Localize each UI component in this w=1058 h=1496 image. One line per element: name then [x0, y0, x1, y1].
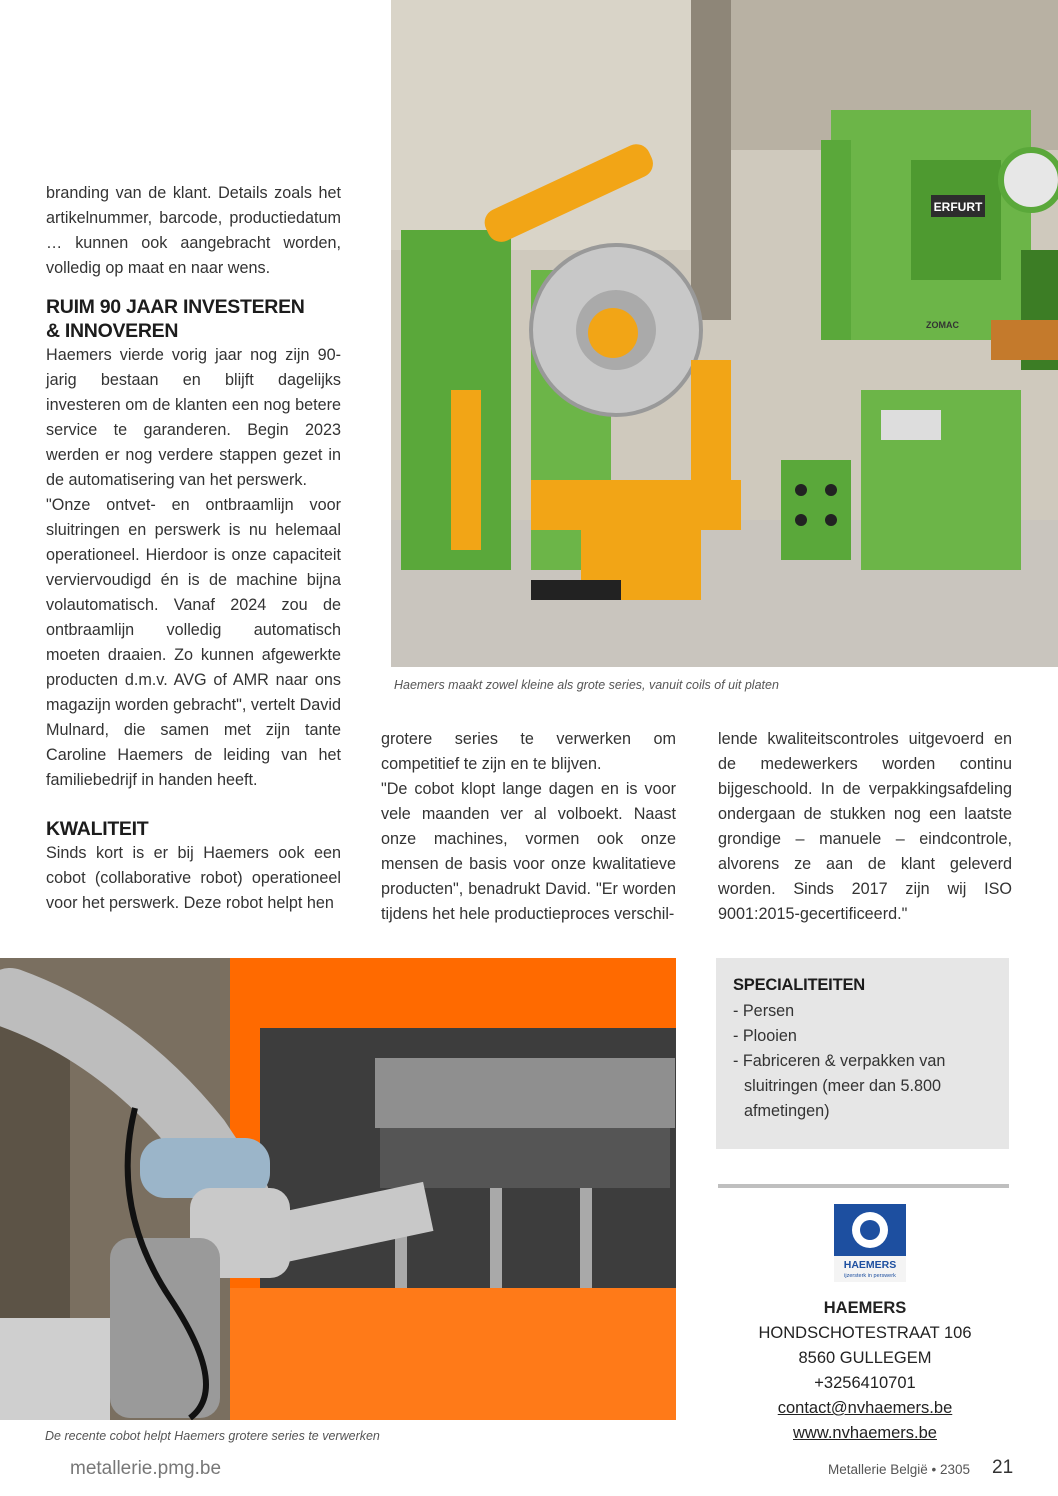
left-column [46, 181, 341, 916]
middle-column [381, 727, 676, 927]
specialty-item: - Plooien [733, 1027, 797, 1045]
footer-site: metallerie.pmg.be [70, 1458, 222, 1479]
contact-city: 8560 GULLEGEM [798, 1349, 932, 1367]
logo-tagline: ijzersterk in perswerk [844, 1273, 896, 1279]
contact-website-link[interactable]: www.nvhaemers.be [793, 1424, 937, 1442]
middle-paragraph-1: grotere series te verwerken om competitief te zijn en te blijven. [381, 730, 676, 773]
contact-email-link[interactable]: contact@nvhaemers.be [777, 1399, 953, 1417]
kwaliteit-paragraph: Sinds kort is er bij Haemers ook een cobot (collaborative robot) operationeel voor het perswerk. Deze robot helpt hen [46, 844, 341, 912]
caption-top-photo: Haemers maakt zowel kleine als grote series, vanuit coils of uit platen [394, 678, 779, 692]
middle-paragraph-2: "De cobot klopt lange dagen en is voor vele maanden ver al volboekt. Naast onze machines, vormen ook onze mensen de basis voor onze kwalitatieve producten", benadrukt David. "Er worden tijdens het hele productieproces verschil- [381, 780, 676, 923]
heading-kwaliteit: KWALITEIT [46, 818, 149, 840]
page-number: 21 [992, 1457, 1014, 1478]
contact-company: HAEMERS [823, 1299, 907, 1317]
cobot-illustration [0, 958, 676, 1420]
intro-paragraph: branding van de klant. Details zoals het artikelnummer, barcode, productiedatum … kunnen ook aangebracht worden, volledig op maat en naar wens. [46, 184, 341, 277]
contact-divider [718, 1184, 1009, 1188]
photo-cobot [0, 958, 676, 1420]
logo-name: HAEMERS [843, 1259, 897, 1271]
right-paragraph-1: lende kwaliteitscontroles uitgevoerd en de medewerkers worden continu bijgeschoold. In de verpakkingsafdeling ondergaan de stukken nog een laatste grondige – manuele – eindcontrole, alvorens ze aan de klant geleverd worden. Sinds 2017 zijn wij ISO 9001:2015-gecertificeerd." [718, 730, 1012, 923]
heading-investeren [46, 295, 341, 343]
machine-label-erfurt: ERFURT [933, 200, 983, 214]
haemers-logo [834, 1204, 906, 1282]
specialties-title: SPECIALITEITEN [733, 976, 865, 994]
photo-decoiler-machine [391, 0, 1058, 667]
investeren-paragraph-1: Haemers vierde vorig jaar nog zijn 90-jarig bestaan en blijft dagelijks investeren om de klanten een nog betere service te garanderen. Begin 2023 werden er nog verdere stappen gezet in de automatisering van het perswerk. [46, 346, 341, 489]
specialty-item: - Persen [733, 1002, 795, 1020]
investeren-paragraph-2: "Onze ontvet- en ontbraamlijn voor sluitringen en perswerk is nu helemaal operationeel. Hierdoor is onze capaciteit verviervoudigd én is de machine bijna volautomatisch. Vanaf 2024 zou de ontbraamlijn volledig automatisch moeten draaien. Zo kunnen afgewerkte producten d.m.v. AVG of AMR naar ons magazijn worden gebracht", vertelt David Mulnard, die samen met zijn tante Caroline Haemers de leiding van het familiebedrijf in handen heeft. [46, 496, 341, 789]
contact-phone: +3256410701 [814, 1374, 916, 1392]
specialty-item: - Fabriceren & verpakken van sluitringen (meer dan 5.800 afmetingen) [733, 1052, 946, 1120]
haemers-logo-mark [834, 1204, 906, 1282]
specialties-box [716, 958, 1009, 1149]
right-column [718, 727, 1012, 927]
heading-investeren-line1: RUIM 90 JAAR INVESTEREN [46, 296, 305, 318]
machine-illustration [391, 0, 1058, 667]
machine-label-zomac: ZOMAC [926, 320, 959, 330]
footer-magazine: Metallerie België • 2305 [828, 1462, 971, 1477]
heading-investeren-line2: & INNOVEREN [46, 320, 179, 342]
contact-street: HONDSCHOTESTRAAT 106 [758, 1324, 972, 1342]
specialties-list [733, 999, 991, 1124]
caption-bottom-photo: De recente cobot helpt Haemers grotere series te verwerken [45, 1429, 380, 1443]
contact-block [718, 1296, 1012, 1446]
